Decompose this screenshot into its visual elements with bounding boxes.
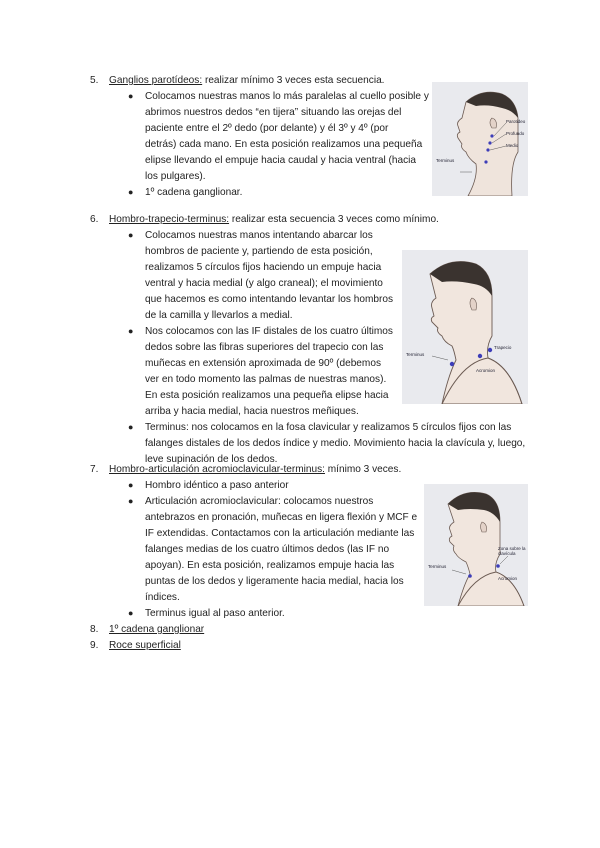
bullet-icon: ● <box>128 480 134 490</box>
bullet-text-line: leve supinación de los dedos. <box>145 454 278 465</box>
bullet-icon: ● <box>128 187 134 197</box>
bullet-text-line: Colocamos nuestras manos intentando abarcar los <box>145 230 373 241</box>
section-heading <box>109 463 401 476</box>
list-number: 5. <box>90 75 99 86</box>
node-dot <box>488 141 491 144</box>
label-medio: Medio <box>506 143 519 148</box>
section-heading <box>109 639 181 652</box>
section-title: Ganglios parotídeos: <box>109 75 203 86</box>
node-dot <box>468 574 472 578</box>
bullet-icon: ● <box>128 326 134 336</box>
list-number: 6. <box>90 214 99 225</box>
section-title: 1º cadena ganglionar <box>109 624 205 635</box>
node-dot <box>490 134 493 137</box>
node-dot <box>450 362 454 366</box>
section-heading <box>109 623 204 636</box>
label-terminus: Terminus <box>406 352 425 357</box>
list-number: 8. <box>90 624 99 635</box>
node-dot <box>496 564 500 568</box>
bullet-text-line: realizamos 5 círculos fijos haciendo un empuje hacia <box>145 262 382 273</box>
bullet-text-line: Hombro idéntico a paso anterior <box>145 480 289 491</box>
figure-shoulder-trapezius <box>402 250 528 404</box>
bullet-text-line: apoyan). En esta posición, realizamos empuje hacia las <box>145 560 395 571</box>
section-instruction: realizar mínimo 3 veces esta secuencia. <box>202 75 385 86</box>
bullet-text-line: Terminus igual al paso anterior. <box>145 608 285 619</box>
section-heading <box>109 213 439 226</box>
bullet-text-line: dedos sobre las fibras superiores del trapecio con las <box>145 342 384 353</box>
section-title: Hombro-trapecio-terminus: <box>109 214 230 225</box>
label-zona-clavicula: Zona sobre la <box>498 546 526 551</box>
bullet-text-line: Terminus: nos colocamos en la fosa clavicular y realizamos 5 círculos fijos con las <box>145 422 512 433</box>
head-profile-illustration <box>424 484 528 606</box>
section-heading <box>109 74 385 87</box>
label-acromion: Acromion <box>476 368 496 373</box>
bullet-text-line: Articulación acromioclavicular: colocamos nuestros <box>145 496 374 507</box>
figure-parotid-head <box>432 82 528 196</box>
label-profundo: Profundo <box>506 131 525 136</box>
bullet-icon: ● <box>128 496 134 506</box>
bullet-text-line: arriba y hacia medial, hacia nuestros meñiques. <box>145 406 359 417</box>
bullet-text-line: 1º cadena ganglionar. <box>145 187 243 198</box>
bullet-text-line: Nos colocamos con las IF distales de los cuatro últimos <box>145 326 393 337</box>
bullet-icon: ● <box>128 422 134 432</box>
bullet-text-line: IF extendidas. Contactamos con la articulación mediante las <box>145 528 415 539</box>
bullet-text-line: Colocamos nuestras manos lo más paralelas al cuello posible y <box>145 91 429 102</box>
bullet-text-line: hombros de paciente y, partiendo de esta posición, <box>145 246 373 257</box>
bullet-text-line: falanges distales de los dedos índice y medio. Movimiento hacia la clavícula y, luego, <box>145 438 526 449</box>
bullet-text-line: falanges medias de los cuatro últimos dedos (las IF no <box>145 544 390 555</box>
section-instruction: realizar esta secuencia 3 veces como mínimo. <box>229 214 439 225</box>
label-terminus: Terminus <box>428 564 447 569</box>
section-instruction: mínimo 3 veces. <box>324 464 402 475</box>
bullet-text-line: que hacemos es como intentando levantar los hombros <box>145 294 394 305</box>
label-terminus: Terminus <box>436 158 455 163</box>
head-profile-illustration <box>432 82 528 196</box>
bullet-text-line: ver en todo momento las palmas de nuestras manos). <box>145 374 387 385</box>
bullet-text-line: los pulgares). <box>145 171 206 182</box>
bullet-text-line: En esta posición realizamos una pequeña elipse hacia <box>145 390 389 401</box>
node-dot <box>484 160 487 163</box>
bullet-text-line: muñecas en extensión aproximada de 90º (debemos <box>145 358 381 369</box>
bullet-text-line: detrás) cada mano. En esta posición realizamos una pequeña <box>145 139 423 150</box>
section-title: Hombro-articulación acromioclavicular-terminus: <box>109 464 325 475</box>
label-clavicula: clavícula <box>498 551 516 556</box>
label-parotideo: Parotideo <box>506 119 526 124</box>
list-number: 7. <box>90 464 99 475</box>
bullet-text-line: antebrazos en pronación, muñecas en ligera flexión y MCF e <box>145 512 418 523</box>
bullet-icon: ● <box>128 608 134 618</box>
head-profile-illustration <box>402 250 528 404</box>
figure-acromioclavicular <box>424 484 528 606</box>
bullet-icon: ● <box>128 91 134 101</box>
list-number: 9. <box>90 640 99 651</box>
bullet-text-line: de la camilla y llevarlos a medial. <box>145 310 293 321</box>
bullet-text-line: índices. <box>145 592 180 603</box>
label-acromion: Acromion <box>498 576 518 581</box>
bullet-text-line: abrimos nuestros dedos “en tijera” situando las orejas del <box>145 107 402 118</box>
node-dot <box>486 148 489 151</box>
bullet-text-line: puntas de los dedos y ligeramente hacia medial, hacia los <box>145 576 404 587</box>
bullet-text-line: paciente entre el 2º dedo (por delante) y él 3º y 4º (por <box>145 123 389 134</box>
bullet-icon: ● <box>128 230 134 240</box>
node-dot <box>488 348 492 352</box>
label-trapecio: Trapecio <box>494 345 512 350</box>
bullet-text-line: elipse llevando el empuje hacia caudal y hacia ventral (hacia <box>145 155 417 166</box>
section-title: Roce superficial <box>109 640 181 651</box>
bullet-text-line: ventral y hacia medial (y algo craneal); el movimiento <box>145 278 383 289</box>
node-dot <box>478 354 482 358</box>
